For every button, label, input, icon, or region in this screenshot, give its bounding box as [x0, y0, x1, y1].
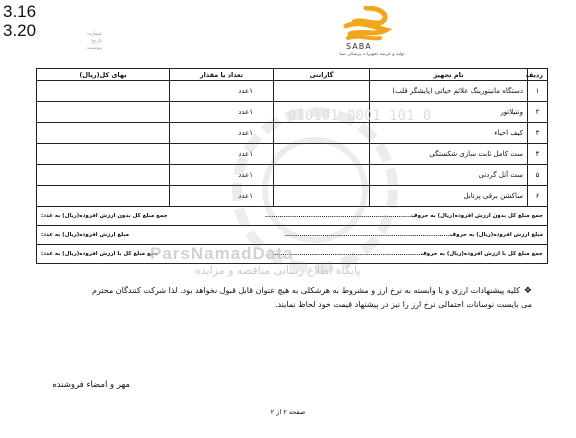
table-row [37, 144, 548, 165]
row-price [37, 102, 170, 123]
row-idx: ۱ [528, 81, 548, 102]
header-name: نام تجهیز [370, 69, 528, 81]
row-price [37, 186, 170, 207]
row-name: ساکشن برقی پرتابل [370, 186, 528, 207]
table-row [37, 186, 548, 207]
row-name: ونتیلاتور [370, 102, 528, 123]
row-price [37, 144, 170, 165]
row-qty: ۱عدد [170, 123, 274, 144]
watermark-brand: ParsNamadData [150, 244, 294, 263]
letter-attachment-label: پیوست: [85, 45, 102, 51]
row-idx: ۶ [528, 186, 548, 207]
seller-signature-label: مهر و امضاء فروشنده [52, 380, 130, 390]
version-line-2: 3.20 [3, 21, 37, 40]
row-name: دستگاه مانیتورینگ علائم حیاتی (پایشگر قلب) [370, 81, 528, 102]
row-idx: ۴ [528, 144, 548, 165]
row-name: ست کامل ثابت سازی شکستگی [370, 144, 528, 165]
row-price [37, 123, 170, 144]
row-qty: ۱عدد [170, 102, 274, 123]
vat-in-digits: مبلغ ارزش افزوده(ریال) به عدد: [41, 232, 129, 238]
table-row [37, 165, 548, 186]
terms-note [82, 284, 532, 312]
header-qty: تعداد یا مقدار [170, 69, 274, 81]
table-row [37, 123, 548, 144]
sum-row-without-vat [37, 207, 548, 226]
row-warranty [274, 123, 370, 144]
letter-date-label: تاریخ: [90, 38, 102, 44]
row-idx: ۳ [528, 123, 548, 144]
sum-in-words: جمع مبلغ کل بدون ارزش افزوده(ریال) به حروف...................................................................... [264, 213, 543, 219]
total-in-words: جمع مبلغ کل با ارزش افزوده(ریال) به حروف...................................................................... [274, 251, 543, 257]
page-number: صفحه ۲ از ۲ [270, 408, 306, 416]
items-table [36, 68, 548, 264]
row-idx: ۵ [528, 165, 548, 186]
logo-wordmark: SABA [346, 42, 372, 51]
row-qty: ۱عدد [170, 144, 274, 165]
row-qty: ۱عدد [170, 186, 274, 207]
vat-in-words: مبلغ ارزش افزوده(ریال) به حروف............................................................................... [284, 232, 543, 238]
row-idx: ۲ [528, 102, 548, 123]
note-line-2: می بایست نوسانات احتمالی نرخ ارز را نیز در پیشنهاد قیمت خود لحاظ نمایند. [274, 300, 532, 309]
row-warranty [274, 144, 370, 165]
row-qty: ۱عدد [170, 165, 274, 186]
row-warranty [274, 81, 370, 102]
sum-row-vat [37, 226, 548, 245]
row-name: کیف احیاء [370, 123, 528, 144]
row-qty: ۱عدد [170, 81, 274, 102]
version-line-1: 3.16 [3, 2, 37, 21]
row-name: ست آتل گردنی [370, 165, 528, 186]
row-price [37, 81, 170, 102]
letter-meta [62, 31, 102, 52]
logo-subtitle: تولید و عرضه تجهیزات پزشکی صبا [339, 52, 405, 57]
header-idx: ردیف [528, 69, 548, 81]
total-in-digits: جمع مبلغ کل با ارزش افزوده(ریال) به عدد: [41, 251, 159, 257]
diamond-bullet-icon: ❖ [523, 286, 532, 296]
watermark-digits: 010101 0001 101 0 [288, 108, 432, 124]
note-line-1: کلیه پیشنهادات ارزی و یا وابسته به نرخ ارز و مشروط به هرشکلی به هیچ عنوان قابل قبول نخواهد بود. لذا شرکت کنندگان محترم [92, 286, 520, 295]
table-header-row [37, 69, 548, 81]
letter-number-label: شماره: [86, 31, 102, 37]
row-warranty [274, 165, 370, 186]
row-warranty [274, 186, 370, 207]
table-row [37, 81, 548, 102]
header-price: بهای کل(ریال) [37, 69, 170, 81]
watermark-caption: پایگاه اطلاع رسانی مناقصه و مزایده [195, 264, 361, 277]
row-price [37, 165, 170, 186]
sum-in-digits: جمع مبلغ کل بدون ارزش افزوده(ریال) به عدد: [41, 213, 168, 219]
header-warranty: گارانتی [274, 69, 370, 81]
